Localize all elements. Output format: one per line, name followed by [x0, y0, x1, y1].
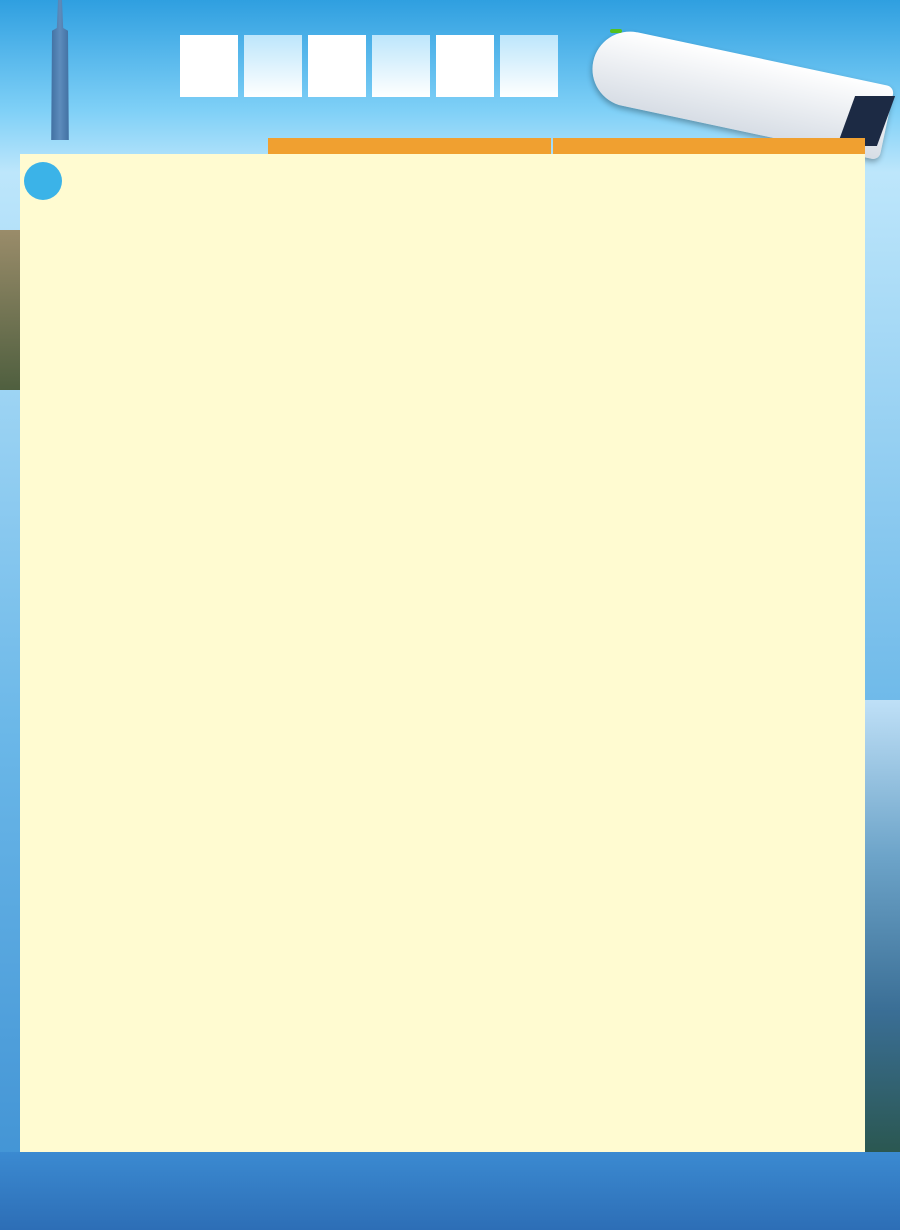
title-char	[244, 35, 302, 97]
header-peer-price	[553, 138, 865, 154]
title-char	[436, 35, 494, 97]
brand	[610, 18, 622, 37]
city-image	[0, 230, 22, 390]
brand-logo	[610, 29, 622, 33]
title-char	[180, 35, 238, 97]
footer-contacts	[0, 1152, 900, 1230]
page-title	[180, 35, 558, 97]
title-char	[372, 35, 430, 97]
header-depart	[268, 138, 551, 154]
title-char	[500, 35, 558, 97]
days-badge	[24, 162, 62, 200]
taipei101-image	[40, 0, 80, 140]
title-char	[308, 35, 366, 97]
price-table	[20, 154, 865, 1152]
